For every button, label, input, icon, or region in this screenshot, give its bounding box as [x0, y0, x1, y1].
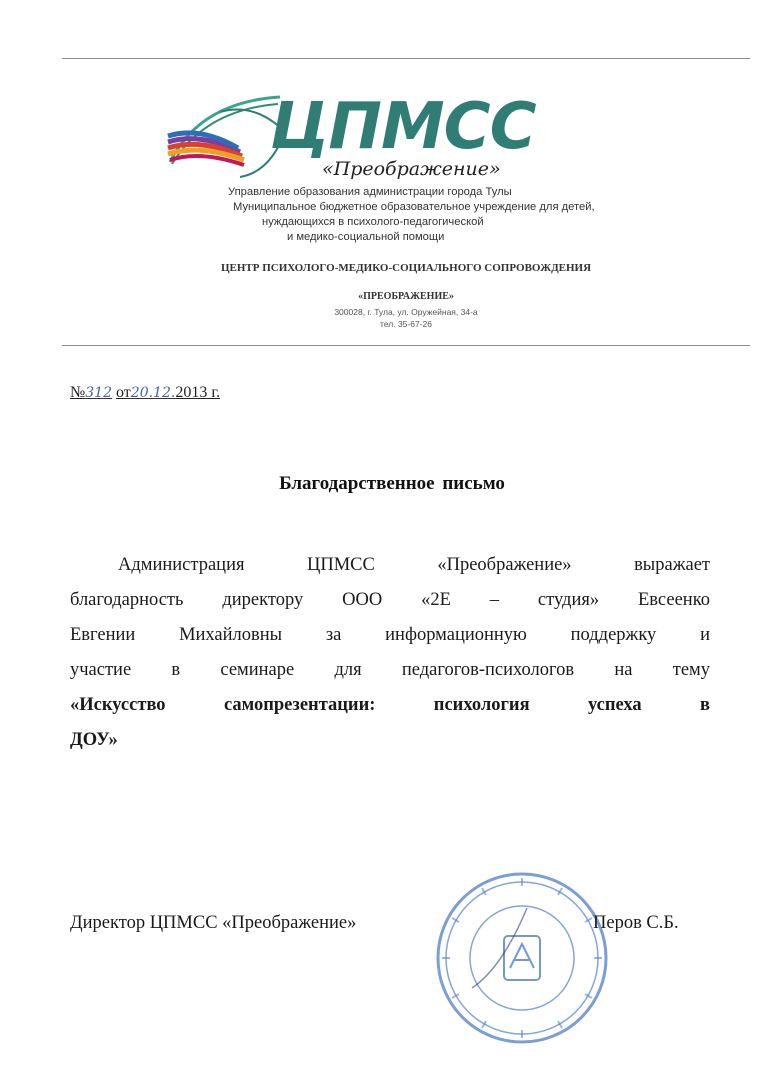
official-seal-stamp	[432, 868, 612, 1048]
letter-title: Благодарственное письмо	[279, 473, 505, 494]
letterhead-line-4: и медико-социальной помощи	[287, 231, 445, 243]
number-prefix: №	[70, 384, 86, 401]
letterhead-line-3: нуждающихся в психолого-педагогической	[262, 216, 484, 228]
top-divider	[62, 58, 750, 59]
phone: тел. 35-67-26	[380, 319, 432, 329]
body-line-3: Евгении Михайловны за информационную поддержку и	[70, 625, 710, 645]
body-line-2: благодарность директору ООО «2Е – студия» Евсеенко	[70, 590, 710, 610]
document-reference	[70, 384, 220, 402]
logo-abbreviation: ЦПМСС	[270, 90, 536, 164]
handwritten-number: 312	[85, 385, 112, 401]
date-prefix: от	[116, 384, 131, 401]
body-bold-line-1: «Искусство самопрезентации: психология успеха в	[70, 695, 710, 715]
letterhead-line-1: Управление образования администрации города Тулы	[228, 186, 512, 198]
center-quoted-name: «ПРЕОБРАЖЕНИЕ»	[358, 291, 454, 302]
date-year: 2013 г.	[175, 384, 221, 401]
body-line-4: участие в семинаре для педагогов-психологов на тему	[70, 660, 710, 680]
signatory-name: Перов С.Б.	[593, 913, 679, 933]
body-line-1: Администрация ЦПМСС «Преображение» выражает	[118, 555, 710, 575]
handwritten-date: 20.12.	[130, 385, 176, 401]
address: 300028, г. Тула, ул. Оружейная, 34-а	[334, 307, 478, 317]
body-bold-line-2: ДОУ»	[70, 730, 118, 750]
header-divider	[62, 345, 750, 346]
logo-name: «Преображение»	[322, 158, 501, 180]
letterhead-line-2: Муниципальное бюджетное образовательное учреждение для детей,	[233, 201, 595, 213]
center-full-name: ЦЕНТР ПСИХОЛОГО-МЕДИКО-СОЦИАЛЬНОГО СОПРОВОЖДЕНИЯ	[220, 262, 592, 274]
signatory-role: Директор ЦПМСС «Преображение»	[70, 913, 357, 933]
letter-body	[70, 548, 710, 758]
